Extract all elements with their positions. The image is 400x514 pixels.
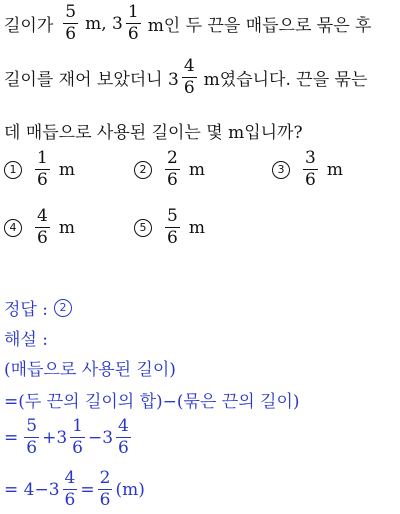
option-4[interactable] [4, 208, 75, 247]
fraction: $\frac{1}{6}$ [127, 2, 139, 44]
equals-sign: = [4, 427, 19, 448]
option-1[interactable] [4, 150, 75, 189]
fraction: $\frac{2}{6}$ [99, 468, 111, 510]
question-text: 길이를 재어 보았더니 3 [4, 70, 179, 90]
operator: −3 [87, 427, 114, 448]
question-line-1 [4, 4, 371, 43]
option-unit: m [326, 159, 343, 180]
question-text: m인 두 끈을 매듭으로 묶은 후 [147, 16, 372, 36]
question-line-2 [4, 58, 367, 97]
explanation-label-text: 해설 : [4, 330, 48, 350]
answer-line [4, 295, 72, 320]
fraction: $\frac{4}{6}$ [37, 206, 48, 248]
fraction: $\frac{5}{6}$ [26, 416, 38, 458]
fraction: $\frac{4}{6}$ [64, 468, 76, 510]
fraction: $\frac{5}{6}$ [65, 2, 77, 44]
explanation-text: =(두 끈의 길이의 합)−(묶은 끈의 길이) [4, 392, 300, 412]
option-unit: m [58, 217, 75, 238]
fraction: $\frac{1}{6}$ [37, 148, 48, 190]
explanation-text: = 4−3 [4, 479, 60, 500]
option-unit: m [188, 159, 205, 180]
option-unit: m [188, 217, 205, 238]
option-unit: m [58, 159, 75, 180]
fraction: $\frac{4}{6}$ [183, 56, 195, 98]
explanation-step-4 [4, 470, 145, 509]
option-number: 4 [4, 219, 22, 237]
operator: +3 [42, 427, 68, 448]
answer-mark: 2 [54, 299, 72, 317]
option-3[interactable] [272, 150, 343, 189]
answer-label: 정답 : [4, 300, 48, 320]
question-text: 길이가 [4, 16, 54, 36]
option-number: 3 [272, 161, 290, 179]
question-text: m였습니다. 끈을 묶는 [203, 70, 368, 90]
explanation-step-2 [4, 387, 300, 412]
question-line-3 [4, 118, 303, 143]
fraction: $\frac{2}{6}$ [167, 148, 178, 190]
question-text: 데 매듭으로 사용된 길이는 몇 m입니까? [4, 123, 303, 143]
explanation-text: (매듭으로 사용된 길이) [4, 360, 176, 380]
option-number: 2 [134, 161, 152, 179]
fraction: $\frac{5}{6}$ [167, 206, 178, 248]
option-number: 5 [134, 219, 152, 237]
fraction: $\frac{4}{6}$ [118, 416, 129, 458]
option-2[interactable] [134, 150, 205, 189]
option-5[interactable] [134, 208, 205, 247]
fraction: $\frac{1}{6}$ [72, 416, 83, 458]
equals-sign: = [80, 479, 95, 500]
explanation-step-1 [4, 355, 176, 380]
question-text: m, 3 [85, 13, 123, 34]
explanation-step-3 [4, 418, 134, 457]
option-number: 1 [4, 161, 22, 179]
fraction: $\frac{3}{6}$ [305, 148, 316, 190]
explanation-label [4, 325, 48, 350]
unit: (m) [115, 479, 145, 500]
